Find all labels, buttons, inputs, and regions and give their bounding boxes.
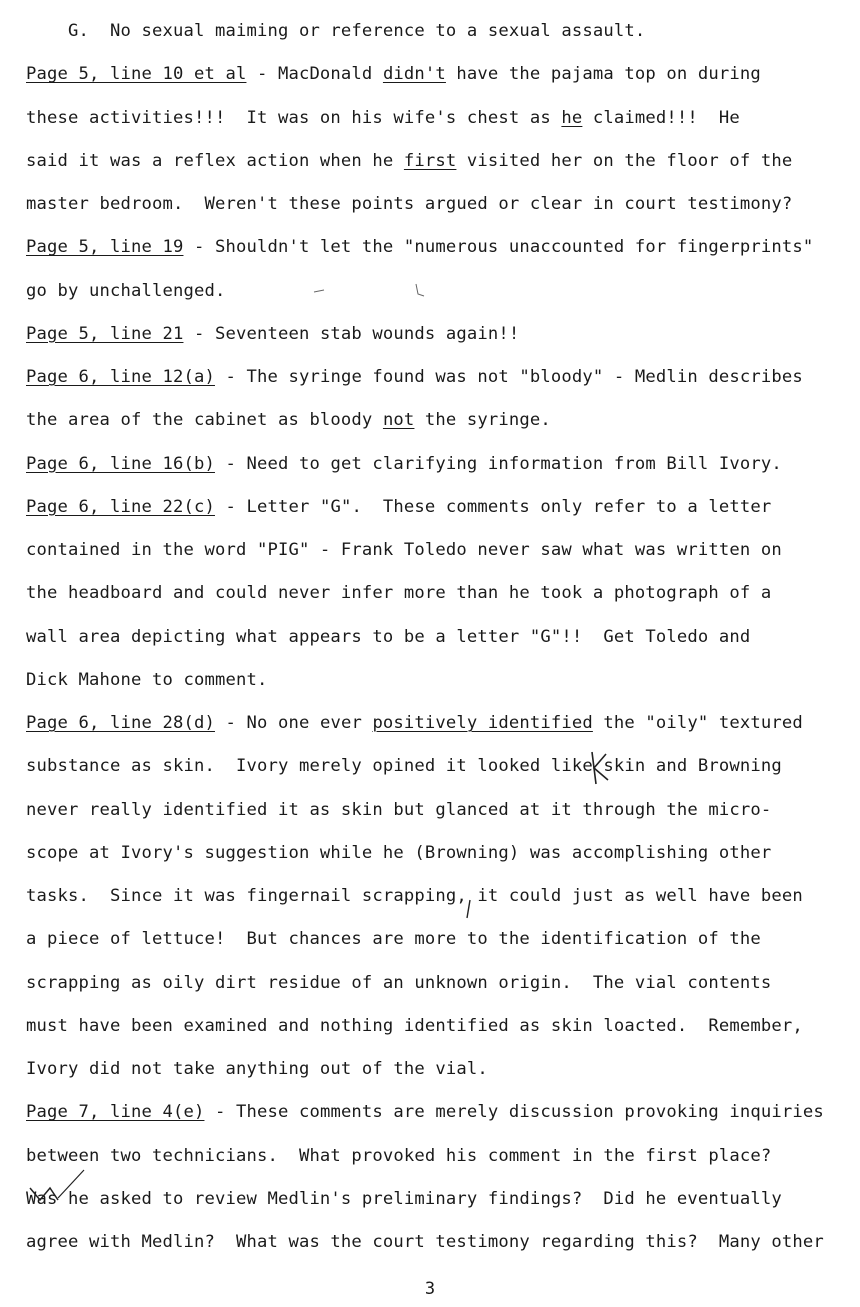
text-segment: - The syringe found was not "bloody" - Medlin describes xyxy=(214,367,803,387)
underlined-text: Page 5, line 19 xyxy=(26,237,184,258)
text-segment: a piece of lettuce! But chances are more to the identification of the xyxy=(26,929,761,950)
page-number: 3 xyxy=(424,1279,436,1299)
text-line xyxy=(26,1015,856,1037)
text-line xyxy=(26,755,856,777)
text-line xyxy=(26,712,856,734)
text-line xyxy=(26,20,856,42)
text-segment: between two technicians. What provoked his comment in the first place? xyxy=(26,1145,772,1166)
text-segment: master bedroom. Weren't these points argued or clear in court testimony? xyxy=(26,194,793,214)
text-line xyxy=(26,1101,856,1123)
text-line xyxy=(26,150,856,172)
underlined-text: didn't xyxy=(382,64,446,85)
handwritten-k-correction xyxy=(586,750,610,786)
text-line xyxy=(26,1188,856,1210)
underlined-text: Page 7, line 4(e) xyxy=(26,1102,205,1123)
underlined-text: Page 5, line 10 et al xyxy=(26,64,247,85)
underlined-text: positively identified xyxy=(372,713,593,733)
underlined-text: first xyxy=(403,150,457,171)
text-line xyxy=(26,626,856,648)
text-segment: said it was a reflex action when he xyxy=(26,150,404,171)
text-line xyxy=(26,1231,856,1253)
text-line xyxy=(26,63,856,85)
text-segment: agree with Medlin? What was the court testimony regarding this? Many other xyxy=(26,1232,824,1252)
text-segment: scrapping as oily dirt residue of an unknown origin. The vial contents xyxy=(26,972,772,993)
text-line xyxy=(26,496,856,518)
text-segment: the syringe. xyxy=(414,410,551,431)
scan-speck xyxy=(306,282,446,300)
text-line xyxy=(26,453,856,475)
underlined-text: he xyxy=(561,107,583,128)
text-line xyxy=(26,1145,856,1167)
text-segment: - Letter "G". These comments only refer to a letter xyxy=(214,496,772,517)
text-line xyxy=(26,1058,856,1080)
text-segment: the "oily" textured xyxy=(592,713,803,733)
underlined-text: Page 6, line 12(a) xyxy=(26,367,215,387)
text-line xyxy=(26,107,856,129)
text-line xyxy=(26,236,856,258)
text-segment: wall area depicting what appears to be a letter "G"!! Get Toledo and xyxy=(26,626,751,647)
text-line xyxy=(26,799,856,821)
text-segment: tasks. Since it was fingernail scrapping, it could just as well have been xyxy=(26,886,803,906)
text-segment: claimed!!! He xyxy=(582,107,740,128)
text-segment: contained in the word "PIG" - Frank Toledo never saw what was written on xyxy=(26,540,782,560)
text-line xyxy=(26,193,856,215)
text-line xyxy=(26,972,856,994)
text-segment: have the pajama top on during xyxy=(445,64,761,85)
text-line xyxy=(26,582,856,604)
text-line xyxy=(26,928,856,950)
text-segment: go by unchallenged. xyxy=(26,280,226,301)
text-line xyxy=(26,885,856,907)
text-line xyxy=(26,539,856,561)
text-segment: the area of the cabinet as bloody xyxy=(26,410,383,431)
underlined-text: not xyxy=(382,410,415,431)
text-segment: these activities!!! It was on his wife's chest as xyxy=(26,107,562,128)
text-segment: - No one ever xyxy=(214,713,373,733)
handwritten-comma-insert xyxy=(464,898,474,922)
text-segment: never really identified it as skin but glanced at it through the micro- xyxy=(26,799,772,820)
text-line xyxy=(26,669,856,691)
text-line xyxy=(26,409,856,431)
text-segment: scope at Ivory's suggestion while he (Browning) was accomplishing other xyxy=(26,842,772,863)
text-segment: - Seventeen stab wounds again!! xyxy=(183,323,520,344)
text-segment: visited her on the floor of the xyxy=(456,150,793,171)
underlined-text: Page 6, line 16(b) xyxy=(26,453,215,474)
text-segment: - Shouldn't let the "numerous unaccounted for fingerprints" xyxy=(183,237,814,258)
handwritten-as-correction xyxy=(28,1168,88,1204)
text-segment: G. No sexual maiming or reference to a sexual assault. xyxy=(26,21,646,41)
text-line xyxy=(26,366,856,388)
text-segment: - Need to get clarifying information from Bill Ivory. xyxy=(214,453,782,474)
text-segment: Was he asked to review Medlin's preliminary findings? Did he eventually xyxy=(26,1188,782,1209)
text-segment: Dick Mahone to comment. xyxy=(26,669,268,690)
text-segment: Ivory did not take anything out of the vial. xyxy=(26,1059,488,1079)
underlined-text: Page 5, line 21 xyxy=(26,323,184,344)
underlined-text: Page 6, line 28(d) xyxy=(26,713,215,733)
text-segment: - MacDonald xyxy=(246,64,383,85)
text-line xyxy=(26,842,856,864)
text-segment: must have been examined and nothing identified as skin loacted. Remember, xyxy=(26,1015,803,1036)
text-line xyxy=(26,323,856,345)
text-segment: the headboard and could never infer more than he took a photograph of a xyxy=(26,583,772,604)
text-segment: - These comments are merely discussion provoking inquiries xyxy=(204,1102,824,1123)
text-segment: substance as skin. Ivory merely opined it looked like skin and Browning xyxy=(26,756,782,777)
underlined-text: Page 6, line 22(c) xyxy=(26,496,215,517)
